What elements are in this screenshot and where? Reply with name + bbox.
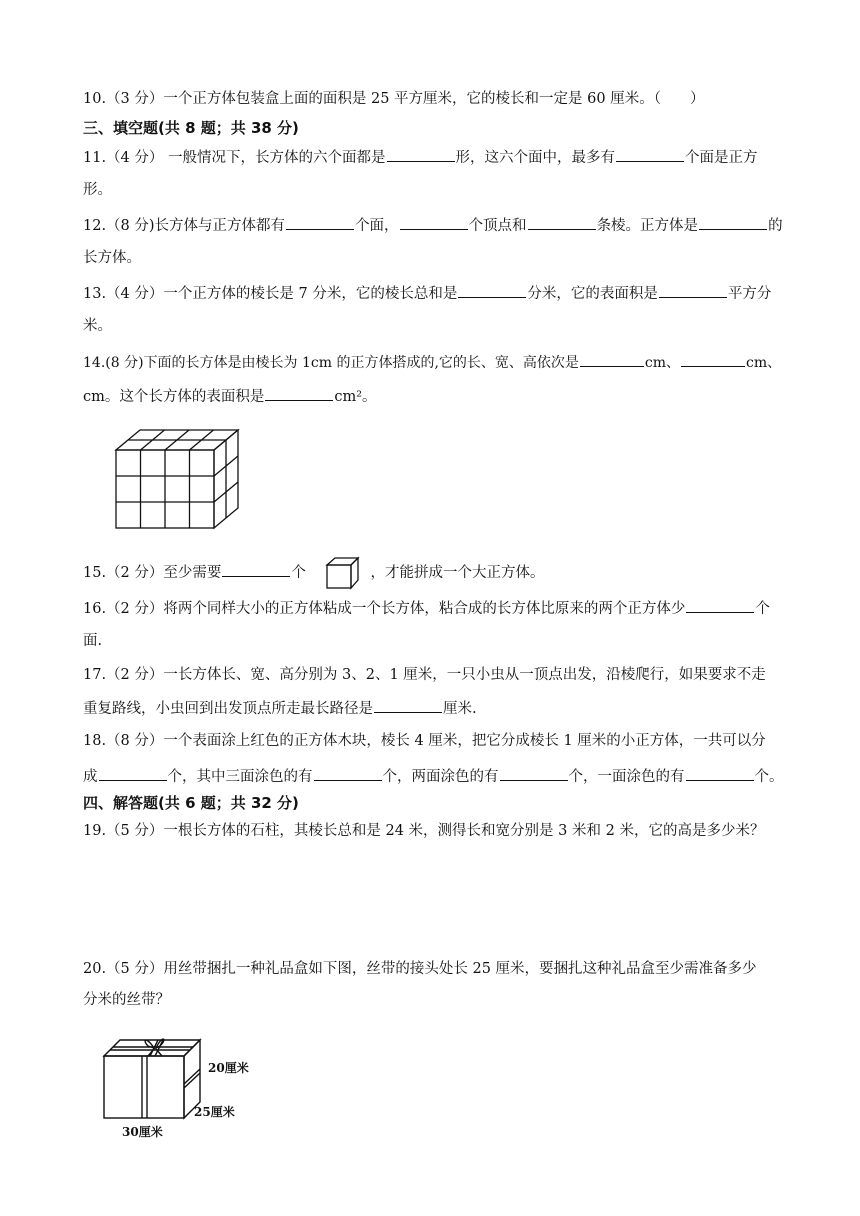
question-11-line-2 xyxy=(83,180,112,200)
question-12-text-e: 的 xyxy=(768,218,783,234)
question-15-text-b: 个 xyxy=(291,565,306,581)
question-20-line-1 xyxy=(83,959,757,979)
answer-blank[interactable] xyxy=(699,214,767,230)
answer-blank[interactable] xyxy=(400,214,468,230)
answer-blank[interactable] xyxy=(528,214,596,230)
question-18-line-2 xyxy=(83,765,784,787)
question-12-text-c: 个顶点和 xyxy=(468,218,527,234)
question-18-line-1 xyxy=(83,731,766,751)
question-18-text-f: 个。 xyxy=(754,769,784,785)
question-17-text-b: 重复路线，小虫回到出发顶点所走最长路径是 xyxy=(83,701,373,717)
question-15-text-c: ，才能拼成一个大正方体。 xyxy=(370,565,545,581)
question-13-text-a: 13.（4 分）一个正方体的棱长是 7 分米，它的棱长总和是 xyxy=(83,286,458,302)
height-label: 20厘米 xyxy=(208,1061,249,1075)
question-11-text-d: 形。 xyxy=(83,182,112,198)
answer-blank[interactable] xyxy=(616,146,684,162)
question-20-text-b: 分米的丝带？ xyxy=(83,992,170,1008)
question-11-line-1 xyxy=(83,146,758,168)
question-15-line xyxy=(83,556,545,590)
answer-blank[interactable] xyxy=(681,351,745,367)
question-13-text-c: 平方分 xyxy=(727,286,772,302)
width-label: 25厘米 xyxy=(194,1105,235,1119)
question-20-line-2 xyxy=(83,990,170,1010)
answer-blank[interactable] xyxy=(686,765,754,781)
question-14-line-1 xyxy=(83,351,781,373)
question-16-text-c: 面. xyxy=(83,633,103,649)
answer-blank[interactable] xyxy=(286,214,354,230)
question-14-line-2 xyxy=(83,385,377,407)
question-10-text: 10.（3 分）一个正方体包装盒上面的面积是 25 平方厘米，它的棱长和一定是 60 厘米。（ ） xyxy=(83,91,705,107)
small-cube-icon xyxy=(325,556,361,590)
answer-blank[interactable] xyxy=(500,765,568,781)
question-19-text: 19.（5 分）一根长方体的石柱，其棱长总和是 24 米，测得长和宽分别是 3 米和 2 米，它的高是多少米？ xyxy=(83,823,765,839)
question-16-line-1 xyxy=(83,597,770,619)
answer-blank[interactable] xyxy=(222,561,290,577)
question-18-text-e: 个，一面涂色的有 xyxy=(568,769,685,785)
question-17-text-c: 厘米. xyxy=(443,701,477,717)
question-16-text-a: 16.（2 分）将两个同样大小的正方体粘成一个长方体，粘合成的长方体比原来的两个正方体少 xyxy=(83,601,686,617)
question-16-text-b: 个 xyxy=(755,601,770,617)
cuboid-figure xyxy=(112,424,246,534)
question-17-line-1 xyxy=(83,665,766,685)
length-label: 30厘米 xyxy=(122,1125,163,1139)
question-12-line-2 xyxy=(83,248,141,268)
question-14-text-d: cm。这个长方体的表面积是 xyxy=(83,389,265,405)
question-12-text-b: 个面， xyxy=(355,218,399,234)
question-17-text-a: 17.（2 分）一长方体长、宽、高分别为 3、2、1 厘米，一只小虫从一顶点出发，沿棱爬行，如果要求不走 xyxy=(83,667,766,683)
question-14-text-a: 14.(8 分)下面的长方体是由棱长为 1cm 的正方体搭成的,它的长、宽、高依次是 xyxy=(83,355,579,371)
section-3-heading: 三、填空题(共 8 题；共 38 分) xyxy=(83,119,299,137)
question-12-text-d: 条棱。正方体是 xyxy=(596,218,699,234)
question-18-text-a: 18.（8 分）一个表面涂上红色的正方体木块，棱长 4 厘米，把它分成棱长 1 厘米的小正方体，一共可以分 xyxy=(83,733,766,749)
question-17-line-2 xyxy=(83,697,477,719)
answer-blank[interactable] xyxy=(659,282,727,298)
answer-blank[interactable] xyxy=(458,282,526,298)
question-18-text-d: 个，两面涂色的有 xyxy=(382,769,499,785)
question-14-text-b: cm、 xyxy=(644,355,681,371)
question-12-text-f: 长方体。 xyxy=(83,250,141,266)
answer-blank[interactable] xyxy=(387,146,455,162)
question-13-line-2 xyxy=(83,316,112,336)
answer-blank[interactable] xyxy=(580,351,644,367)
question-18-text-b: 成 xyxy=(83,769,98,785)
question-18-text-c: 个，其中三面涂色的有 xyxy=(167,769,313,785)
question-12-line-1 xyxy=(83,214,783,236)
gift-box-figure xyxy=(96,1032,266,1142)
question-11-text-b: 形，这六个面中，最多有 xyxy=(455,150,616,166)
answer-blank[interactable] xyxy=(686,597,754,613)
question-14-text-e: cm²。 xyxy=(334,389,377,405)
question-13-line-1 xyxy=(83,282,771,304)
answer-blank[interactable] xyxy=(314,765,382,781)
answer-blank[interactable] xyxy=(265,385,333,401)
question-14-text-c: cm、 xyxy=(746,355,782,371)
question-13-text-d: 米。 xyxy=(83,318,112,334)
question-13-text-b: 分米，它的表面积是 xyxy=(527,286,658,302)
question-10 xyxy=(83,89,704,109)
question-20-text-a: 20.（5 分）用丝带捆扎一种礼品盒如下图，丝带的接头处长 25 厘米，要捆扎这种礼品盒至少需准备多少 xyxy=(83,961,757,977)
question-11-text-a: 11.（4 分） 一般情况下，长方体的六个面都是 xyxy=(83,150,386,166)
question-12-text-a: 12.（8 分)长方体与正方体都有 xyxy=(83,218,286,234)
question-19-line xyxy=(83,821,764,841)
section-4-heading: 四、解答题(共 6 题；共 32 分) xyxy=(83,794,299,812)
question-16-line-2 xyxy=(83,631,102,651)
answer-blank[interactable] xyxy=(99,765,167,781)
question-15-text-a: 15.（2 分）至少需要 xyxy=(83,565,222,581)
question-11-text-c: 个面是正方 xyxy=(685,150,758,166)
answer-blank[interactable] xyxy=(374,697,442,713)
